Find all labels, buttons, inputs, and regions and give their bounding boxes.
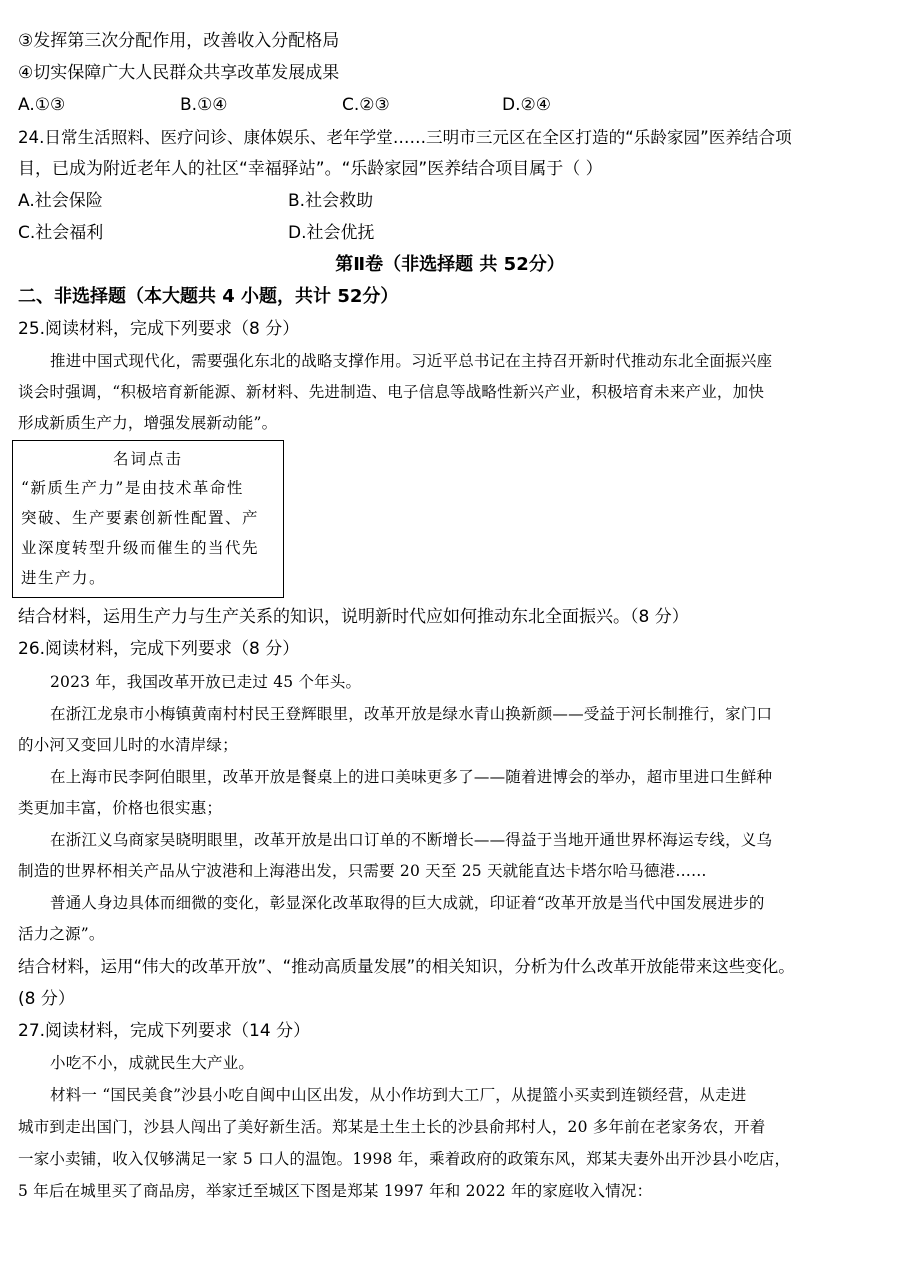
q26-paragraph-1: 2023 年，我国改革开放已走过 45 个年头。 — [50, 673, 362, 691]
q27-material-1-line-3: 一家小卖铺，收入仅够满足一家 5 口人的温饱。1998 年，乘着政府的政策东风，郑某夫妻外出开沙县小吃店， — [18, 1150, 791, 1168]
q25-paragraph-line-3: 形成新质生产力，增强发展新动能”。 — [18, 414, 278, 432]
q27-material-1-line-2: 城市到走出国门，沙县人闯出了美好新生活。郑某是土生土长的沙县俞邦村人，20 多年前在老家务农，开着 — [18, 1118, 766, 1136]
q26-question-line-2: (8 分） — [18, 989, 75, 1009]
term-box-line-1: “新质生产力”是由技术革命性 — [21, 479, 244, 497]
q26-paragraph-2-line-2: 的小河又变回儿时的水清岸绿； — [18, 736, 238, 754]
q26-paragraph-2-line-1: 在浙江龙泉市小梅镇黄南村村民王登辉眼里，改革开放是绿水青山换新颜——受益于河长制推行，家门口 — [50, 705, 773, 723]
q23-item-3: ③发挥第三次分配作用，改善收入分配格局 — [18, 31, 340, 51]
q23-option-b: B.①④ — [180, 95, 228, 115]
q26-paragraph-5-line-1: 普通人身边具体而细微的变化，彰显深化改革取得的巨大成就，印证着“改革开放是当代中国发展进步的 — [50, 894, 765, 912]
q24-option-c: C.社会福利 — [18, 223, 104, 243]
term-box-line-2: 突破、生产要素创新性配置、产 — [21, 509, 260, 527]
part2-section-heading: 二、非选择题（本大题共 4 小题，共计 52分） — [18, 286, 399, 307]
q25-heading: 25.阅读材料，完成下列要求（8 分） — [18, 319, 300, 339]
q26-paragraph-4-line-2: 制造的世界杯相关产品从宁波港和上海港出发，只需要 20 天至 25 天就能直达卡塔尔哈马德港…… — [18, 862, 707, 880]
q26-paragraph-4-line-1: 在浙江义乌商家吴晓明眼里，改革开放是出口订单的不断增长——得益于当地开通世界杯海运专线，义乌 — [50, 831, 773, 849]
q25-question: 结合材料，运用生产力与生产关系的知识，说明新时代应如何推动东北全面振兴。（8 分） — [18, 607, 689, 627]
q26-heading: 26.阅读材料，完成下列要求（8 分） — [18, 639, 300, 659]
q24-stem-line-2: 目，已成为附近老年人的社区“幸福驿站”。“乐龄家园”医养结合项目属于（ ） — [18, 159, 603, 179]
q23-item-4: ④切实保障广大人民群众共享改革发展成果 — [18, 63, 340, 83]
q23-option-d: D.②④ — [502, 95, 551, 115]
q24-stem-line-1: 24.日常生活照料、医疗问诊、康体娱乐、老年学堂……三明市三元区在全区打造的“乐龄家园”医养结合项 — [18, 128, 792, 147]
term-box-line-4: 进生产力。 — [21, 569, 107, 587]
q27-material-1-line-4: 5 年后在城里买了商品房，举家迁至城区下图是郑某 1997 年和 2022 年的家庭收入情况： — [18, 1182, 653, 1200]
q24-option-b: B.社会救助 — [288, 191, 374, 211]
q27-heading: 27.阅读材料，完成下列要求（14 分） — [18, 1021, 311, 1041]
q27-material-1-line-1: 材料一 “国民美食”沙县小吃自闽中山区出发，从小作坊到大工厂，从提篮小买卖到连锁经营，从走进 — [50, 1086, 747, 1104]
q26-paragraph-3-line-2: 类更加丰富，价格也很实惠； — [18, 799, 223, 817]
term-explanation-box — [12, 440, 284, 598]
term-box-title: 名词点击 — [112, 450, 183, 468]
q25-paragraph-line-1: 推进中国式现代化，需要强化东北的战略支撑作用。习近平总书记在主持召开新时代推动东北全面振兴座 — [50, 352, 773, 370]
q26-question-line-1: 结合材料，运用“伟大的改革开放”、“推动高质量发展”的相关知识，分析为什么改革开放能带来这些变化。 — [18, 957, 795, 976]
q25-paragraph-line-2: 谈会时强调，“积极培育新能源、新材料、先进制造、电子信息等战略性新兴产业，积极培育未来产业，加快 — [18, 383, 765, 401]
q24-option-d: D.社会优抚 — [288, 223, 375, 243]
q23-option-c: C.②③ — [342, 95, 390, 115]
part2-title: 第Ⅱ卷（非选择题 共 52分） — [335, 254, 565, 275]
q24-option-a: A.社会保险 — [18, 191, 103, 211]
q27-paragraph-1: 小吃不小，成就民生大产业。 — [50, 1054, 255, 1072]
q23-option-a: A.①③ — [18, 95, 66, 115]
q26-paragraph-3-line-1: 在上海市民李阿伯眼里，改革开放是餐桌上的进口美味更多了——随着进博会的举办，超市里进口生鲜种 — [50, 768, 773, 786]
q26-paragraph-5-line-2: 活力之源”。 — [18, 925, 105, 943]
term-box-line-3: 业深度转型升级而催生的当代先 — [21, 539, 260, 557]
